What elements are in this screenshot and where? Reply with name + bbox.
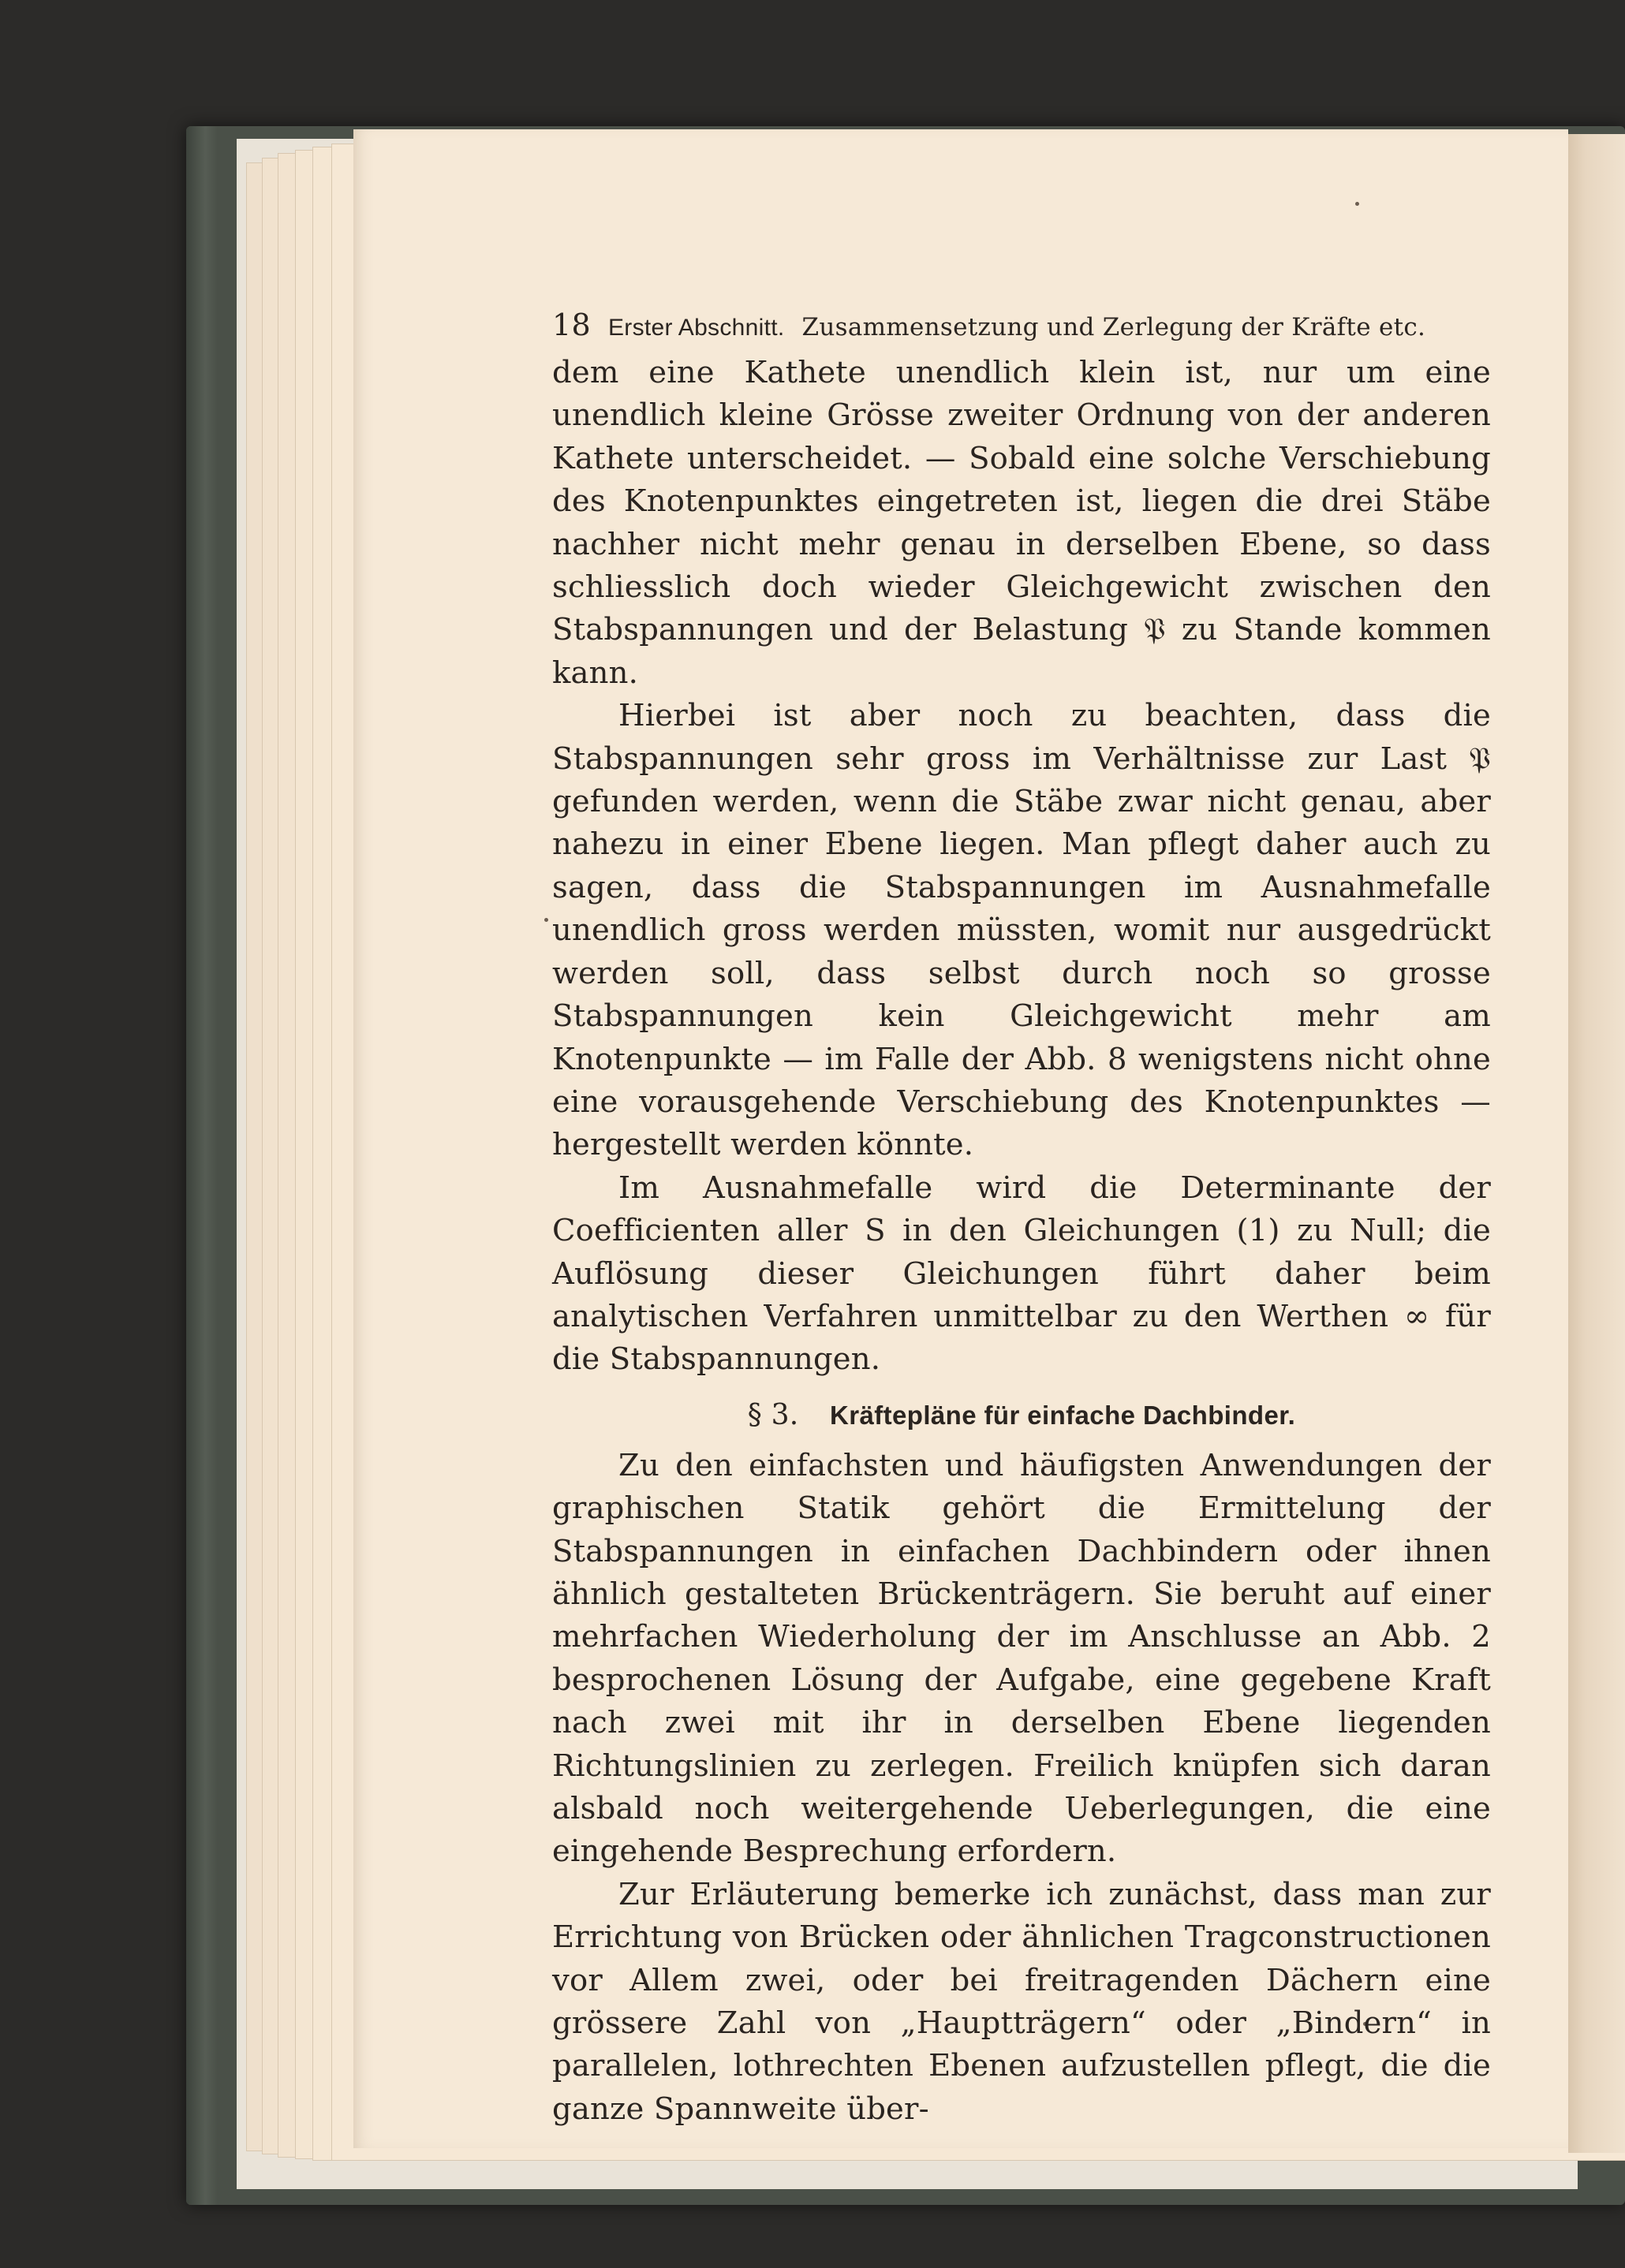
book-cover-edge	[186, 126, 218, 2205]
running-head-section: Erster Abschnitt.	[607, 315, 785, 341]
running-head-title: Zusammensetzung und Zerlegung der Kräfte etc.	[801, 313, 1426, 341]
paper-speck	[1355, 202, 1359, 206]
paper-speck	[544, 918, 548, 922]
book-gutter	[1568, 134, 1625, 2153]
section-heading	[552, 1388, 1491, 1443]
page-content	[552, 303, 1491, 2131]
running-head	[552, 303, 1491, 347]
paragraph: Hierbei ist aber noch zu beachten, dass die Stabspannungen sehr gross im Verhältnisse zur Last 𝔓 gefunden werden, wenn die Stäbe zwar nicht genau, aber nahezu in einer Ebene liegen. Man pflegt daher auch zu sagen, dass die Stabspannungen im Ausnahmefalle unendlich gross werden müssten, womit nur ausgedrückt werden soll, dass selbst durch noch so grosse Stabspannungen kein Gleichgewicht mehr am Knotenpunkte — im Falle der Abb. 8 wenigstens nicht ohne eine vorausgehende Verschiebung des Knotenpunktes — hergestellt werden könnte.	[552, 698, 1491, 1163]
paragraph: Zur Erläuterung bemerke ich zunächst, dass man zur Errichtung von Brücken oder ähnlichen Tragconstructionen vor Allem zwei, oder bei freitragenden Dächern eine grössere Zahl von „Hauptträgern“ oder „Bindern“ in parallelen, lothrechten Ebenen aufzustellen pflegt, die die ganze Spannweite über-	[552, 1876, 1491, 2127]
section-number: § 3.	[747, 1398, 799, 1431]
page-number: 18	[552, 308, 591, 342]
paragraph: dem eine Kathete unendlich klein ist, nur um eine unendlich kleine Grösse zweiter Ordnung von der anderen Kathete unterscheidet. — Sobald eine solche Verschiebung des Knotenpunktes eingetreten ist, liegen die drei Stäbe nachher nicht mehr genau in derselben Ebene, so dass schliesslich doch wieder Gleichgewicht zwischen den Stabspannungen und der Belastung 𝔓 zu Stande kommen kann.	[552, 355, 1491, 691]
paragraph: Zu den einfachsten und häufigsten Anwendungen der graphischen Statik gehört die Ermittelung der Stabspannungen in einfachen Dachbindern oder ihnen ähnlich gestalteten Brückenträgern. Sie beruht auf einer mehrfachen Wiederholung der im Anschlusse an Abb. 2 besprochenen Lösung der Aufgabe, eine gegebene Kraft nach zwei mit ihr in derselben Ebene liegenden Richtungslinien zu zerlegen. Freilich knüpfen sich daran alsbald noch weitergehende Ueberlegungen, die eine eingehende Besprechung erfordern.	[552, 1447, 1491, 1870]
paragraph: Im Ausnahmefalle wird die Determinante der Coefficienten aller S in den Gleichungen (1) zu Null; die Auflösung dieser Gleichungen führt daher beim analytischen Verfahren unmittelbar zu den Werthen ∞ für die Stabspannungen.	[552, 1169, 1491, 1378]
body-text	[552, 352, 1491, 2131]
section-title: Kräftepläne für einfache Dachbinder.	[830, 1400, 1296, 1430]
